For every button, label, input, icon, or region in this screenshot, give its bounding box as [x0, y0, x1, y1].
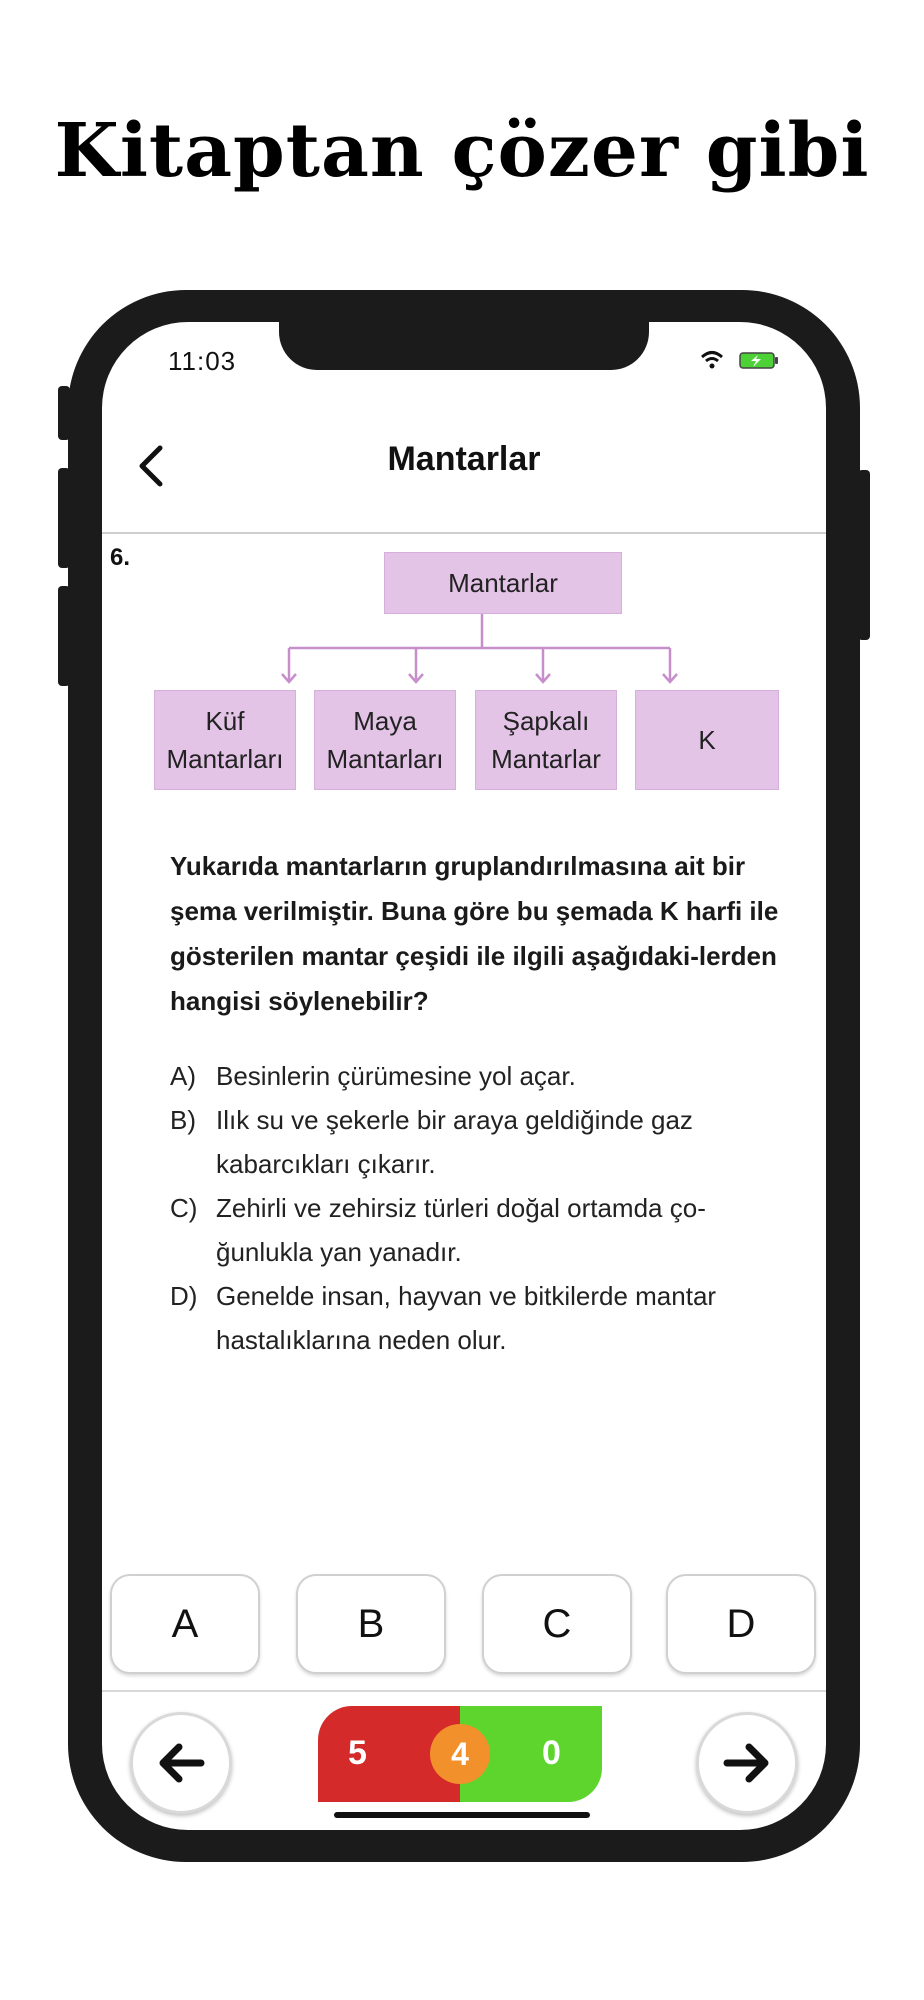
home-indicator [334, 1812, 590, 1818]
diagram-box-maya-mantarlari [314, 690, 456, 790]
answer-button-c[interactable]: C [482, 1574, 632, 1674]
options-list [170, 1054, 800, 1362]
diagram-box-line2: Mantarları [166, 744, 284, 774]
answer-buttons [110, 1574, 818, 1678]
answer-button-d[interactable]: D [666, 1574, 816, 1674]
arrow-right-icon [717, 1733, 777, 1793]
page-title: Mantarlar [387, 440, 541, 478]
diagram-root-label: Mantarlar [448, 568, 558, 598]
option-text: Ilık su ve şekerle bir araya geldiğinde gaz kabarcıkları çıkarır. [216, 1105, 693, 1179]
diagram-box-sapkali-mantarlar [475, 690, 617, 790]
option-a [170, 1054, 800, 1098]
option-letter: C) [170, 1193, 198, 1223]
option-d [170, 1274, 800, 1362]
status-time: 11:03 [168, 346, 237, 376]
status-icons [696, 348, 786, 372]
option-text: Zehirli ve zehirsiz türleri doğal ortamda ço-ğunlukla yan yanadır. [216, 1193, 706, 1267]
option-letter: B) [170, 1105, 196, 1135]
phone-frame [68, 290, 860, 1862]
mute-switch [58, 386, 70, 440]
wrong-count: 5 [348, 1734, 367, 1772]
option-text: Besinlerin çürümesine yol açar. [216, 1061, 576, 1091]
footer-divider [102, 1690, 826, 1692]
app-screen [102, 322, 826, 1830]
empty-count-badge: 4 [430, 1724, 490, 1784]
correct-count: 0 [542, 1734, 561, 1772]
diagram-box-line1: K [698, 725, 716, 755]
answer-button-b[interactable]: B [296, 1574, 446, 1674]
option-b [170, 1098, 800, 1186]
diagram-box-kuf-mantarlari [154, 690, 296, 790]
volume-down-button [58, 586, 70, 686]
diagram-box-line1: Maya [353, 706, 417, 736]
volume-up-button [58, 468, 70, 568]
wifi-icon [702, 353, 722, 369]
diagram-box-k [635, 690, 779, 790]
question-number: 6. [110, 544, 131, 571]
notch [279, 322, 649, 370]
diagram-box-line1: Küf [205, 706, 245, 736]
power-button [858, 470, 870, 640]
diagram-box-line2: Mantarlar [491, 744, 601, 774]
score-panel [318, 1706, 602, 1802]
option-c [170, 1186, 800, 1274]
option-text: Genelde insan, hayvan ve bitkilerde mantar hastalıklarına neden olur. [216, 1281, 717, 1355]
question-text: Yukarıda mantarların gruplandırılmasına ait bir şema verilmiştir. Buna göre bu şemada K harfi ile gösterilen mantar çeşidi ile ilgili aşağıdaki-lerden hangisi söylenebilir? [170, 851, 779, 1016]
battery-charging-icon [740, 353, 778, 368]
answer-button-a[interactable]: A [110, 1574, 260, 1674]
header-divider [102, 532, 826, 534]
promo-title: Kitaptan çözer gibi [54, 108, 870, 194]
next-question-button[interactable] [696, 1712, 798, 1814]
option-letter: D) [170, 1281, 198, 1311]
option-letter: A) [170, 1061, 196, 1091]
arrow-left-icon [151, 1733, 211, 1793]
diagram-root-box [384, 552, 622, 614]
diagram-box-line1: Şapkalı [502, 706, 590, 736]
previous-question-button[interactable] [130, 1712, 232, 1814]
diagram-box-line2: Mantarları [326, 744, 444, 774]
